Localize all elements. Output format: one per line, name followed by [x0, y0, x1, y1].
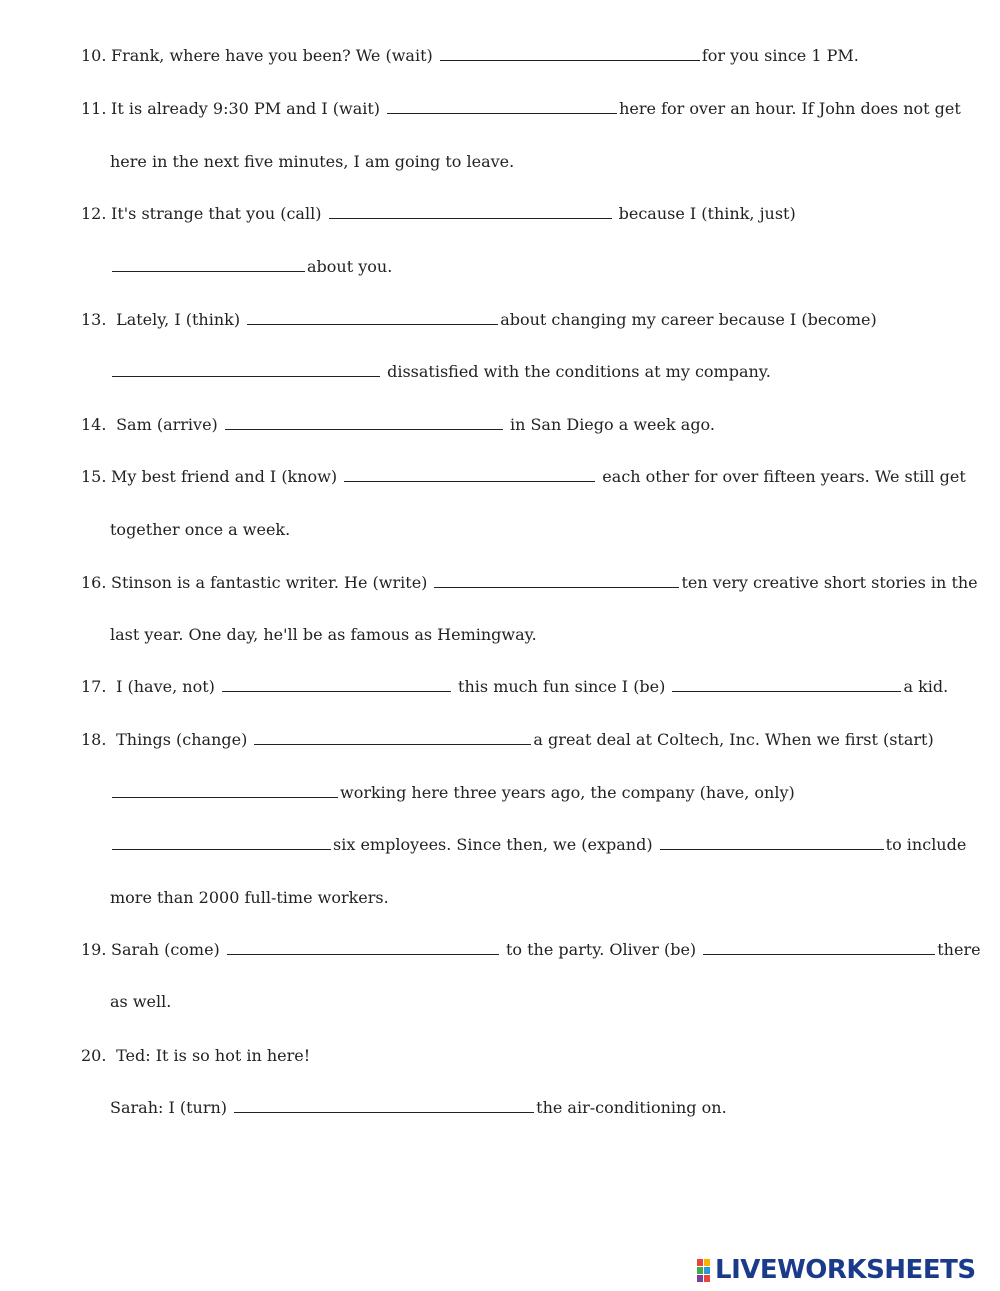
question-17-line — [81, 676, 948, 698]
answer-blank[interactable] — [703, 940, 935, 955]
question-text: for you since 1 PM. — [701, 46, 859, 65]
logo-blocks-icon — [697, 1259, 710, 1282]
question-text: ten very creative short stories in the — [681, 573, 978, 592]
question-text: together once a week. — [110, 520, 291, 539]
question-text: here in the next five minutes, I am going to leave. — [110, 152, 515, 171]
question-text: to the party. Oliver (be) — [500, 940, 702, 959]
question-text: because I (think, just) — [613, 204, 796, 223]
question-text: Stinson is a fantastic writer. He (write) — [111, 573, 433, 592]
question-text: more than 2000 full-time workers. — [110, 888, 389, 907]
question-text: Ted: It is so hot in here! — [111, 1046, 311, 1065]
question-text: this much fun since I (be) — [452, 677, 671, 696]
question-number: 20. — [81, 1046, 107, 1065]
answer-blank[interactable] — [440, 46, 700, 61]
question-text: Lately, I (think) — [111, 310, 246, 329]
question-text: six employees. Since then, we (expand) — [333, 835, 658, 854]
question-text: there — [937, 940, 981, 959]
question-text: Sarah (come) — [111, 940, 225, 959]
answer-blank[interactable] — [112, 257, 305, 272]
question-18-line — [110, 782, 795, 804]
question-number: 11. — [81, 99, 107, 118]
question-text: to include — [885, 835, 967, 854]
question-18-line — [110, 887, 389, 909]
answer-blank[interactable] — [222, 677, 451, 692]
question-number: 19. — [81, 940, 107, 959]
question-number: 12. — [81, 204, 107, 223]
question-text: Sam (arrive) — [111, 415, 223, 434]
question-text: Sarah: I (turn) — [110, 1098, 233, 1117]
question-number: 18. — [81, 730, 107, 749]
question-10-line — [81, 45, 859, 67]
answer-blank[interactable] — [112, 835, 331, 850]
question-text: dissatisfied with the conditions at my company. — [382, 362, 771, 381]
question-20-line — [110, 1097, 727, 1119]
answer-blank[interactable] — [234, 1098, 534, 1113]
question-text: Frank, where have you been? We (wait) — [111, 46, 438, 65]
answer-blank[interactable] — [247, 310, 498, 325]
answer-blank[interactable] — [329, 204, 612, 219]
question-text: in San Diego a week ago. — [504, 415, 715, 434]
question-18-line — [110, 834, 966, 856]
answer-blank[interactable] — [434, 573, 679, 588]
question-16-line — [81, 572, 978, 594]
answer-blank[interactable] — [344, 467, 595, 482]
question-11-line — [110, 151, 514, 173]
answer-blank[interactable] — [387, 99, 617, 114]
question-number: 13. — [81, 310, 107, 329]
question-13-line — [110, 361, 771, 383]
question-number: 14. — [81, 415, 107, 434]
question-12-line — [81, 203, 796, 225]
question-number: 10. — [81, 46, 107, 65]
question-text: My best friend and I (know) — [111, 467, 343, 486]
question-14-line — [81, 414, 715, 436]
answer-blank[interactable] — [225, 415, 503, 430]
logo-text: LIVEWORKSHEETS — [715, 1255, 976, 1285]
liveworksheets-logo — [697, 1254, 976, 1286]
question-number: 16. — [81, 573, 107, 592]
answer-blank[interactable] — [227, 940, 499, 955]
question-text: each other for over fifteen years. We still get — [597, 467, 966, 486]
question-15-line — [110, 519, 290, 541]
question-11-line — [81, 98, 961, 120]
question-text: a kid. — [903, 677, 949, 696]
question-text: Things (change) — [111, 730, 253, 749]
question-text: the air-conditioning on. — [536, 1098, 727, 1117]
question-text: about changing my career because I (become) — [500, 310, 877, 329]
question-text: It is already 9:30 PM and I (wait) — [111, 99, 386, 118]
question-18-line — [81, 729, 934, 751]
question-13-line — [81, 309, 877, 331]
question-text: here for over an hour. If John does not get — [619, 99, 961, 118]
answer-blank[interactable] — [112, 362, 380, 377]
question-text: I (have, not) — [111, 677, 220, 696]
question-text: last year. One day, he'll be as famous as Hemingway. — [110, 625, 537, 644]
question-20-line — [81, 1045, 310, 1067]
question-number: 15. — [81, 467, 107, 486]
question-text: about you. — [307, 257, 393, 276]
question-15-line — [81, 466, 966, 488]
question-text: working here three years ago, the company (have, only) — [340, 783, 795, 802]
answer-blank[interactable] — [254, 730, 531, 745]
question-16-line — [110, 624, 537, 646]
question-19-line — [81, 939, 981, 961]
question-text: a great deal at Coltech, Inc. When we first (start) — [533, 730, 934, 749]
question-text: as well. — [110, 992, 172, 1011]
question-12-line — [110, 256, 392, 278]
question-number: 17. — [81, 677, 107, 696]
answer-blank[interactable] — [112, 783, 338, 798]
question-text: It's strange that you (call) — [111, 204, 327, 223]
question-19-line — [110, 991, 171, 1013]
answer-blank[interactable] — [672, 677, 901, 692]
answer-blank[interactable] — [660, 835, 884, 850]
